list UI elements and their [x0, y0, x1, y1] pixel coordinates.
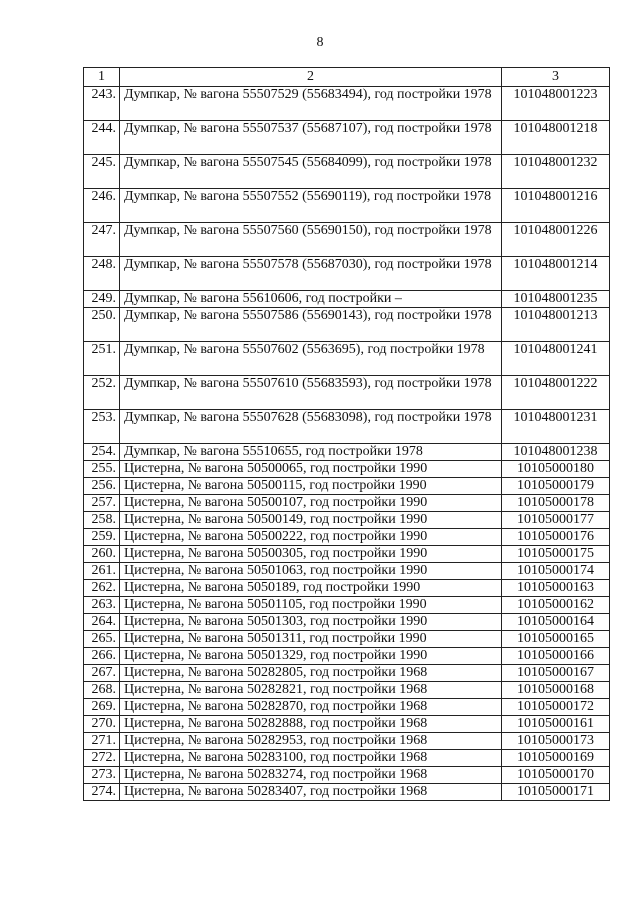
row-number: 266. [84, 648, 120, 665]
column-header-3: 3 [502, 68, 610, 87]
table-row [84, 495, 610, 512]
table-row [84, 478, 610, 495]
table-row [84, 87, 610, 121]
row-description: Думпкар, № вагона 55507545 (55684099), год постройки 1978 [120, 155, 502, 189]
row-number: 259. [84, 529, 120, 546]
row-number: 261. [84, 563, 120, 580]
table-row [84, 291, 610, 308]
row-inventory-code: 101048001222 [502, 376, 610, 410]
table-row [84, 410, 610, 444]
table-row [84, 665, 610, 682]
row-number: 254. [84, 444, 120, 461]
row-description: Думпкар, № вагона 55507552 (55690119), год постройки 1978 [120, 189, 502, 223]
table-row [84, 223, 610, 257]
row-inventory-code: 101048001218 [502, 121, 610, 155]
row-inventory-code: 101048001231 [502, 410, 610, 444]
row-description: Думпкар, № вагона 55507578 (55687030), год постройки 1978 [120, 257, 502, 291]
row-description: Цистерна, № вагона 50500107, год постройки 1990 [120, 495, 502, 512]
row-description: Цистерна, № вагона 50500065, год постройки 1990 [120, 461, 502, 478]
row-description: Цистерна, № вагона 50282821, год постройки 1968 [120, 682, 502, 699]
row-description: Думпкар, № вагона 55507586 (55690143), год постройки 1978 [120, 308, 502, 342]
table-row [84, 699, 610, 716]
table-row [84, 750, 610, 767]
row-inventory-code: 10105000177 [502, 512, 610, 529]
row-number: 260. [84, 546, 120, 563]
row-inventory-code: 10105000168 [502, 682, 610, 699]
row-number: 268. [84, 682, 120, 699]
row-number: 273. [84, 767, 120, 784]
row-number: 243. [84, 87, 120, 121]
row-number: 245. [84, 155, 120, 189]
row-inventory-code: 10105000163 [502, 580, 610, 597]
row-inventory-code: 10105000172 [502, 699, 610, 716]
row-inventory-code: 10105000178 [502, 495, 610, 512]
row-description: Цистерна, № вагона 50501303, год постройки 1990 [120, 614, 502, 631]
row-inventory-code: 10105000166 [502, 648, 610, 665]
row-inventory-code: 101048001223 [502, 87, 610, 121]
row-inventory-code: 101048001232 [502, 155, 610, 189]
row-inventory-code: 10105000162 [502, 597, 610, 614]
wagon-table [83, 67, 610, 801]
row-inventory-code: 10105000176 [502, 529, 610, 546]
row-inventory-code: 10105000169 [502, 750, 610, 767]
row-number: 258. [84, 512, 120, 529]
row-description: Цистерна, № вагона 50282953, год постройки 1968 [120, 733, 502, 750]
row-number: 267. [84, 665, 120, 682]
row-description: Цистерна, № вагона 50501063, год постройки 1990 [120, 563, 502, 580]
row-number: 248. [84, 257, 120, 291]
row-description: Цистерна, № вагона 50282805, год постройки 1968 [120, 665, 502, 682]
table-row [84, 121, 610, 155]
row-description: Думпкар, № вагона 55507602 (5563695), год постройки 1978 [120, 342, 502, 376]
row-number: 274. [84, 784, 120, 801]
row-description: Цистерна, № вагона 5050189, год постройки 1990 [120, 580, 502, 597]
row-description: Цистерна, № вагона 50500222, год постройки 1990 [120, 529, 502, 546]
row-inventory-code: 10105000164 [502, 614, 610, 631]
row-description: Цистерна, № вагона 50500115, год постройки 1990 [120, 478, 502, 495]
table-row [84, 342, 610, 376]
row-description: Цистерна, № вагона 50283407, год постройки 1968 [120, 784, 502, 801]
row-description: Цистерна, № вагона 50283274, год постройки 1968 [120, 767, 502, 784]
table-row [84, 512, 610, 529]
table-row [84, 682, 610, 699]
row-number: 252. [84, 376, 120, 410]
row-description: Думпкар, № вагона 55507610 (55683593), год постройки 1978 [120, 376, 502, 410]
row-description: Цистерна, № вагона 50283100, год постройки 1968 [120, 750, 502, 767]
row-number: 253. [84, 410, 120, 444]
row-inventory-code: 101048001213 [502, 308, 610, 342]
row-inventory-code: 10105000170 [502, 767, 610, 784]
row-inventory-code: 101048001235 [502, 291, 610, 308]
row-inventory-code: 10105000180 [502, 461, 610, 478]
row-description: Цистерна, № вагона 50501311, год постройки 1990 [120, 631, 502, 648]
row-number: 262. [84, 580, 120, 597]
row-description: Думпкар, № вагона 55510655, год постройки 1978 [120, 444, 502, 461]
table-row [84, 563, 610, 580]
row-description: Цистерна, № вагона 50282888, год постройки 1968 [120, 716, 502, 733]
row-number: 257. [84, 495, 120, 512]
row-description: Цистерна, № вагона 50500149, год постройки 1990 [120, 512, 502, 529]
row-inventory-code: 10105000171 [502, 784, 610, 801]
row-inventory-code: 10105000167 [502, 665, 610, 682]
row-description: Цистерна, № вагона 50500305, год постройки 1990 [120, 546, 502, 563]
row-inventory-code: 101048001238 [502, 444, 610, 461]
table-row [84, 308, 610, 342]
row-inventory-code: 10105000174 [502, 563, 610, 580]
table-row [84, 529, 610, 546]
row-inventory-code: 10105000165 [502, 631, 610, 648]
row-inventory-code: 101048001214 [502, 257, 610, 291]
table-header-row [84, 68, 610, 87]
row-number: 255. [84, 461, 120, 478]
table-row [84, 444, 610, 461]
row-number: 247. [84, 223, 120, 257]
row-description: Думпкар, № вагона 55507537 (55687107), год постройки 1978 [120, 121, 502, 155]
row-number: 256. [84, 478, 120, 495]
row-description: Думпкар, № вагона 55507529 (55683494), год постройки 1978 [120, 87, 502, 121]
row-number: 244. [84, 121, 120, 155]
row-inventory-code: 101048001241 [502, 342, 610, 376]
table-row [84, 155, 610, 189]
row-number: 263. [84, 597, 120, 614]
row-number: 271. [84, 733, 120, 750]
row-description: Думпкар, № вагона 55610606, год постройки – [120, 291, 502, 308]
row-number: 265. [84, 631, 120, 648]
table-row [84, 189, 610, 223]
row-inventory-code: 10105000175 [502, 546, 610, 563]
row-inventory-code: 10105000173 [502, 733, 610, 750]
table-row [84, 597, 610, 614]
table-body [84, 87, 610, 801]
row-inventory-code: 101048001216 [502, 189, 610, 223]
table-row [84, 614, 610, 631]
row-description: Думпкар, № вагона 55507628 (55683098), год постройки 1978 [120, 410, 502, 444]
row-inventory-code: 10105000179 [502, 478, 610, 495]
row-number: 246. [84, 189, 120, 223]
row-number: 250. [84, 308, 120, 342]
row-description: Цистерна, № вагона 50501105, год постройки 1990 [120, 597, 502, 614]
table-row [84, 648, 610, 665]
table-row [84, 631, 610, 648]
row-inventory-code: 10105000161 [502, 716, 610, 733]
table-row [84, 257, 610, 291]
column-header-1: 1 [84, 68, 120, 87]
table-row [84, 733, 610, 750]
row-number: 264. [84, 614, 120, 631]
row-number: 272. [84, 750, 120, 767]
row-number: 270. [84, 716, 120, 733]
table-row [84, 580, 610, 597]
table-row [84, 767, 610, 784]
table-row [84, 716, 610, 733]
row-number: 269. [84, 699, 120, 716]
column-header-2: 2 [120, 68, 502, 87]
table-row [84, 546, 610, 563]
row-inventory-code: 101048001226 [502, 223, 610, 257]
row-number: 249. [84, 291, 120, 308]
row-number: 251. [84, 342, 120, 376]
table-row [84, 376, 610, 410]
page-number: 8 [316, 35, 324, 50]
table-row [84, 461, 610, 478]
row-description: Цистерна, № вагона 50501329, год постройки 1990 [120, 648, 502, 665]
row-description: Думпкар, № вагона 55507560 (55690150), год постройки 1978 [120, 223, 502, 257]
row-description: Цистерна, № вагона 50282870, год постройки 1968 [120, 699, 502, 716]
table-row [84, 784, 610, 801]
